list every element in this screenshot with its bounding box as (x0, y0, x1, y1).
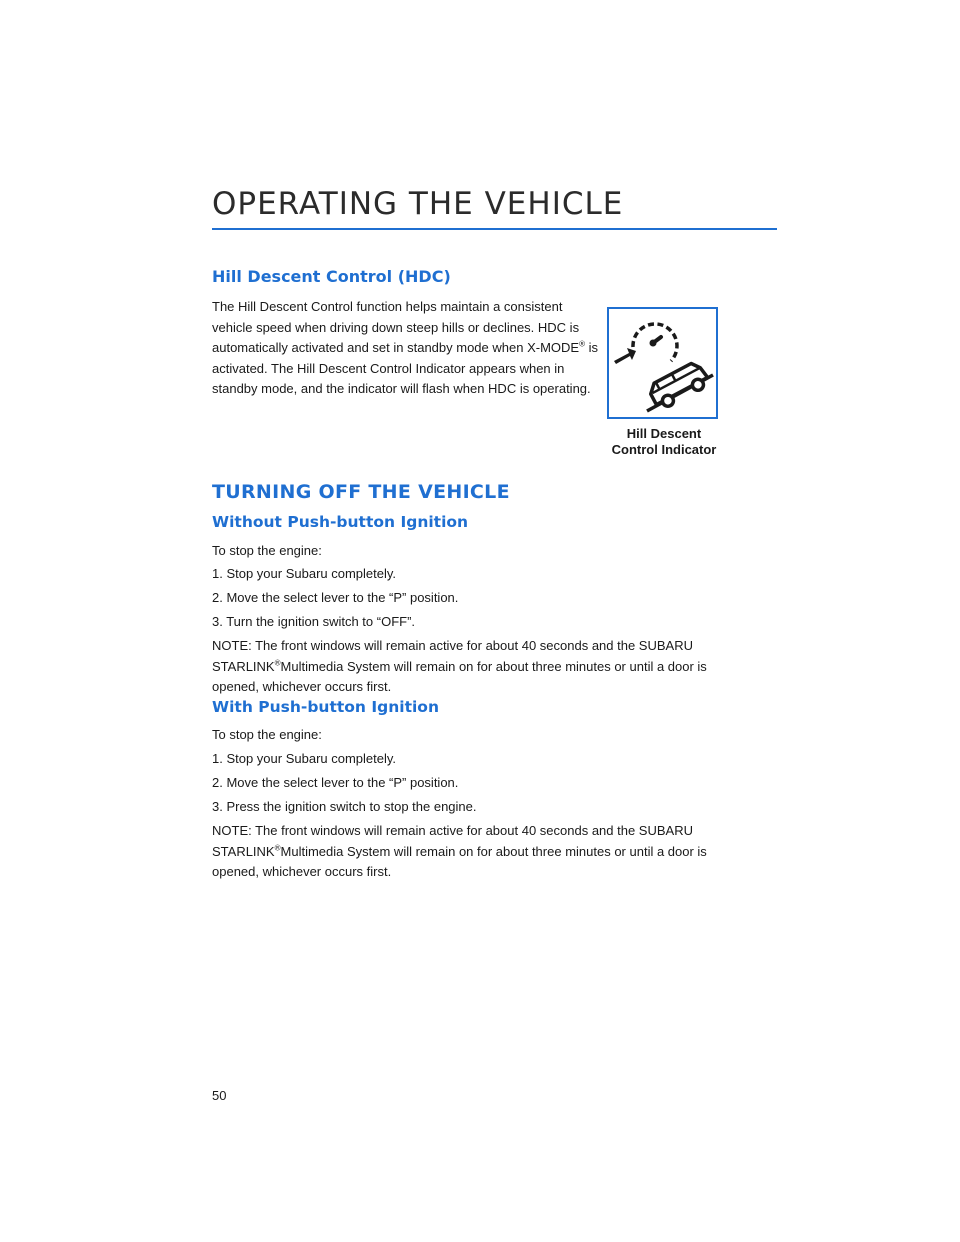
hdc-line: standby mode, and the indicator will flash when HDC is operating. (212, 381, 591, 396)
note-line: opened, whichever occurs first. (212, 864, 392, 879)
note-starlink: STARLINK (212, 843, 275, 859)
note-text: Multimedia System will remain on for about three minutes or until a door is (280, 843, 707, 859)
registered-mark: ® (274, 658, 281, 668)
hdc-heading: Hill Descent Control (HDC) (212, 267, 451, 286)
with-step-1: 1. Stop your Subaru completely. (212, 751, 397, 766)
registered-mark: ® (274, 843, 281, 853)
with-note (212, 821, 772, 883)
page-number: 50 (212, 1088, 227, 1103)
hdc-line: activated. The Hill Descent Control Indicator appears when in (212, 360, 565, 376)
note-line (212, 842, 772, 863)
hdc-line (212, 338, 598, 359)
title-divider (212, 228, 777, 230)
note-line (212, 657, 772, 678)
without-step-1: 1. Stop your Subaru completely. (212, 566, 397, 581)
hdc-line-suffix: is (584, 340, 598, 355)
with-intro: To stop the engine: (212, 727, 322, 742)
hill-descent-control-icon (609, 309, 716, 417)
note-line: opened, whichever occurs first. (212, 679, 392, 694)
hdc-indicator-box (607, 307, 718, 419)
caption-line: Control Indicator (611, 442, 717, 457)
without-step-3: 3. Turn the ignition switch to “OFF”. (212, 614, 416, 629)
page-title: OPERATING THE VEHICLE (212, 186, 624, 222)
with-step-2: 2. Move the select lever to the “P” position. (212, 775, 459, 790)
with-step-3: 3. Press the ignition switch to stop the engine. (212, 799, 477, 814)
with-push-button-heading: With Push-button Ignition (212, 698, 439, 716)
note-text: Multimedia System will remain on for about three minutes or until a door is (280, 658, 707, 674)
hdc-paragraph (212, 297, 598, 400)
caption-line: Hill Descent (626, 426, 702, 441)
without-push-button-heading: Without Push-button Ignition (212, 513, 469, 531)
registered-mark: ® (579, 339, 585, 349)
without-note (212, 636, 772, 698)
hdc-line: The Hill Descent Control function helps maintain a consistent (212, 299, 563, 314)
turning-off-heading: TURNING OFF THE VEHICLE (212, 481, 510, 503)
note-starlink: STARLINK (212, 658, 275, 674)
without-step-2: 2. Move the select lever to the “P” position. (212, 590, 459, 605)
without-intro: To stop the engine: (212, 543, 322, 558)
note-line: NOTE: The front windows will remain active for about 40 seconds and the SUBARU (212, 638, 693, 653)
hdc-line: vehicle speed when driving down steep hills or declines. HDC is (212, 319, 580, 335)
hdc-indicator-caption (598, 426, 730, 458)
note-line: NOTE: The front windows will remain active for about 40 seconds and the SUBARU (212, 823, 693, 838)
hdc-line-text: automatically activated and set in standby mode when X-MODE (212, 340, 580, 355)
